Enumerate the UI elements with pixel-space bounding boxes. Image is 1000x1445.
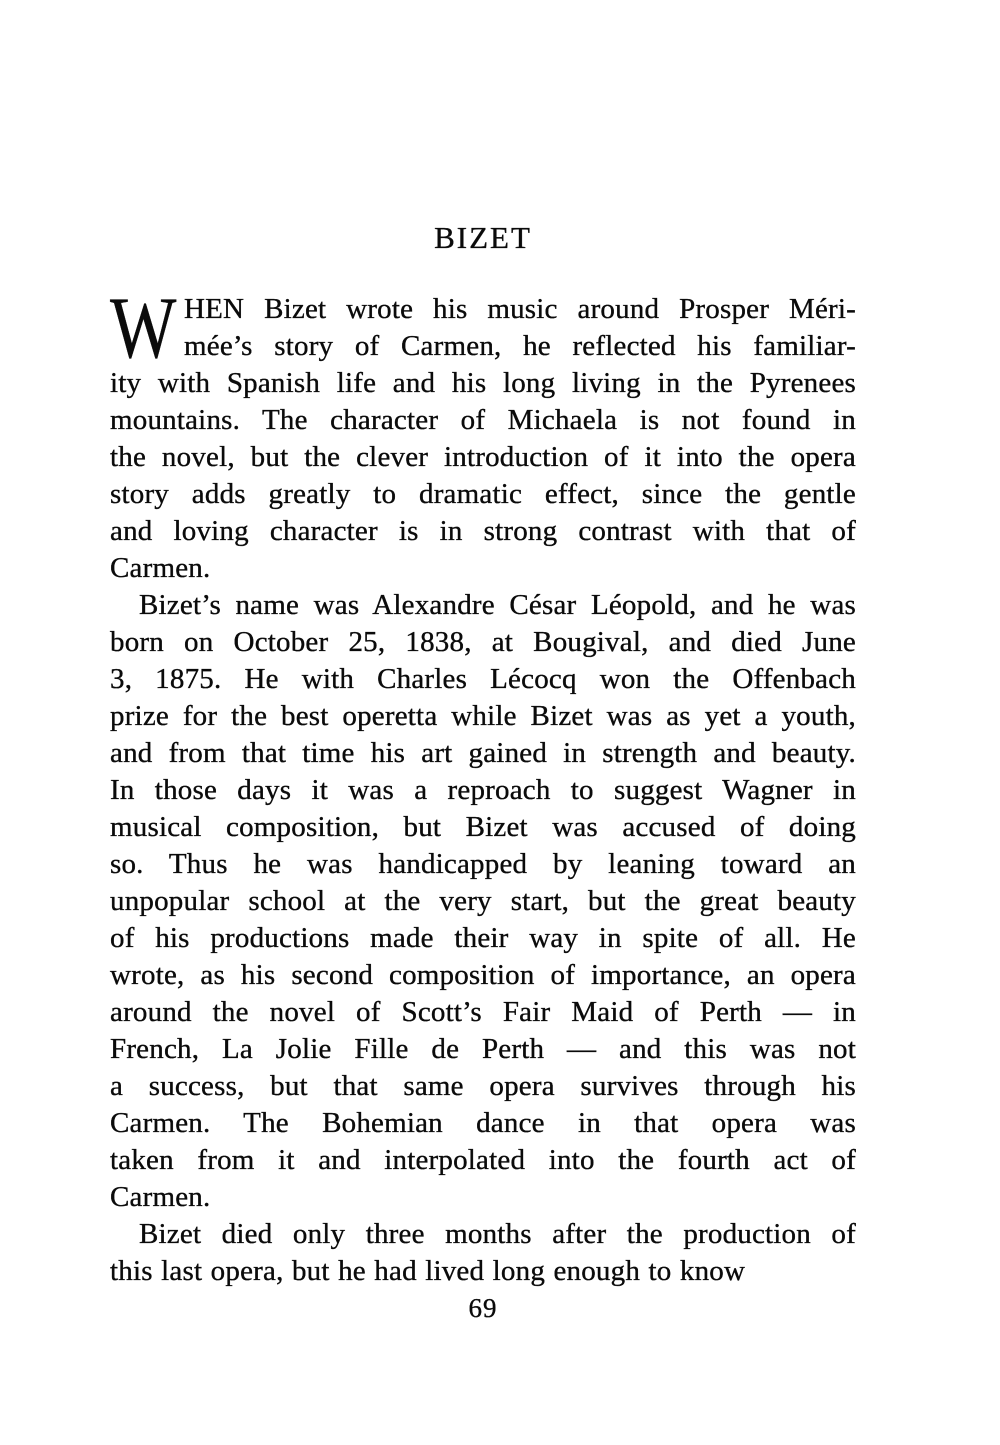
text-line: Carmen. (110, 552, 211, 584)
text-line: mée’s story of Carmen, he reflected his familiar- (184, 330, 856, 362)
text-line: unpopular school at the very start, but the great beauty (110, 885, 856, 917)
text-line: French, La Jolie Fille de Perth — and this was not (110, 1033, 856, 1065)
text-line: taken from it and interpolated into the fourth act of (110, 1144, 856, 1176)
text-line: Carmen. The Bohemian dance in that opera was (110, 1107, 856, 1139)
text-block (110, 280, 856, 1290)
text-line: In those days it was a reproach to suggest Wagner in (110, 774, 856, 806)
text-line: this last opera, but he had lived long enough to know (110, 1255, 746, 1287)
text-line: Bizet died only three months after the production of (139, 1218, 856, 1250)
text-line: Carmen. (110, 1181, 211, 1213)
text-line: ity with Spanish life and his long living in the Pyrenees (110, 367, 856, 399)
text-line: story adds greatly to dramatic effect, since the gentle (110, 478, 856, 510)
text-column (110, 0, 856, 1327)
text-line: HEN Bizet wrote his music around Prosper Méri- (184, 293, 856, 325)
paragraph (110, 587, 856, 1216)
text-line: around the novel of Scott’s Fair Maid of Perth — in (110, 996, 856, 1028)
text-line: Bizet’s name was Alexandre César Léopold, and he was (139, 589, 856, 621)
text-line: of his productions made their way in spite of all. He (110, 922, 856, 954)
paragraph (110, 280, 856, 587)
text-line: prize for the best operetta while Bizet was as yet a youth, (110, 700, 856, 732)
text-line: the novel, but the clever introduction of it into the opera (110, 441, 856, 473)
text-line: and loving character is in strong contrast with that of (110, 515, 856, 547)
text-line: wrote, as his second composition of importance, an opera (110, 959, 856, 991)
text-line: musical composition, but Bizet was accused of doing (110, 811, 856, 843)
text-line: 3, 1875. He with Charles Lécocq won the Offenbach (110, 663, 856, 695)
text-line: so. Thus he was handicapped by leaning toward an (110, 848, 856, 880)
page-number: 69 (468, 1293, 498, 1323)
drop-cap: W (110, 280, 177, 377)
text-line: a success, but that same opera survives through his (110, 1070, 856, 1102)
page-title: BIZET (434, 220, 532, 255)
paragraph (110, 1216, 856, 1290)
text-line: born on October 25, 1838, at Bougival, and died June (110, 626, 856, 658)
text-line: and from that time his art gained in strength and beauty. (110, 737, 856, 769)
text-line: mountains. The character of Michaela is not found in (110, 404, 856, 436)
